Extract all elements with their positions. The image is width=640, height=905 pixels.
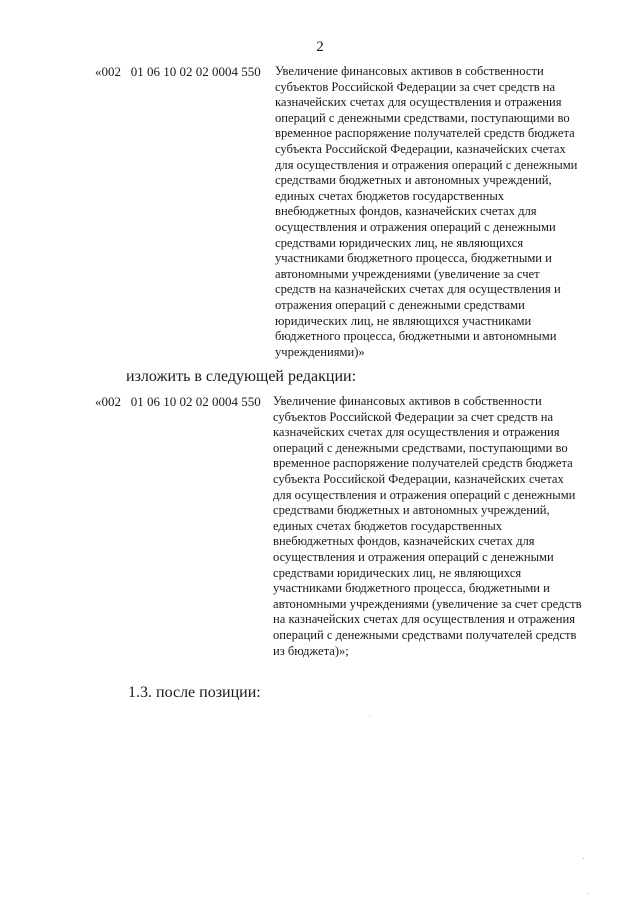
amendment-instruction: изложить в следующей редакции: [126, 368, 357, 385]
scan-speck [588, 893, 589, 894]
page-number: 2 [316, 39, 324, 55]
classification-code: «002 01 06 10 02 02 0004 550 [95, 394, 261, 409]
classification-code: «002 01 06 10 02 02 0004 550 [95, 64, 261, 79]
classification-description: Увеличение финансовых активов в собственности субъектов Российской Федерации за счет средств на казначейских счетах для осуществления и отражения операций с денежными средствами, поступающими во временное распоряжение получателей средств бюджета субъекта Российской Федерации, казначейских счетах для осуществления и отражения операций с денежными средствами бюджетных и автономных учреждений, единых счетах бюджетов государственных внебюджетных фондов, казначейских счетах для осуществления и отражения операций с денежными средствами юридических лиц, не являющихся участниками бюджетного процесса, бюджетными и автономными учреждениями (увеличение за счет средств на казначейских счетах для осуществления и отражения операций с денежными средствами юридических лиц, не являющихся участниками бюджетного процесса, бюджетными и автономными учреждениями)» [275, 64, 578, 359]
section-heading: 1.3. после позиции: [128, 684, 261, 701]
scan-speck [583, 858, 584, 859]
scan-speck [369, 715, 370, 716]
classification-description: Увеличение финансовых активов в собственности субъектов Российской Федерации за счет средств на казначейских счетах для осуществления и отражения операций с денежными средствами, поступающими во временное распоряжение получателей средств бюджета субъекта Российской Федерации, казначейских счетах для осуществления и отражения операций с денежными средствами бюджетных и автономных учреждений, единых счетах бюджетов государственных внебюджетных фондов, казначейских счетах для осуществления и отражения операций с денежными средствами юридических лиц, не являющихся участниками бюджетного процесса, бюджетными и автономными учреждениями (увеличение за счет средств на казначейских счетах для осуществления и отражения операций с денежными средствами получателей средств из бюджета)»; [273, 394, 582, 658]
